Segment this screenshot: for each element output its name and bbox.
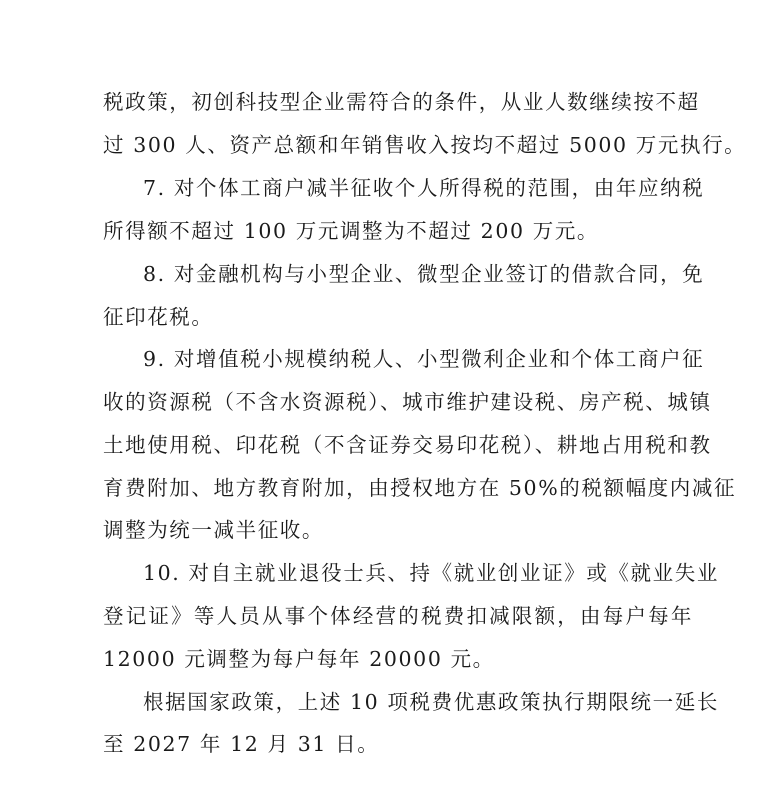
- text-line: 所得额不超过 100 万元调整为不超过 200 万元。: [103, 219, 600, 243]
- text-line: 调整为统一减半征收。: [103, 518, 324, 542]
- text-line: 收的资源税（不含水资源税）、城市维护建设税、房产税、城镇: [103, 390, 712, 414]
- text-line: 10. 对自主就业退役士兵、持《就业创业证》或《就业失业: [143, 561, 719, 585]
- text-line: 登记证》等人员从事个体经营的税费扣减限额，由每户每年: [103, 604, 693, 628]
- text-line: 育费附加、地方教育附加，由授权地方在 50%的税额幅度内减征: [103, 476, 737, 500]
- text-line: 征印花税。: [103, 305, 214, 329]
- text-line: 9. 对增值税小规模纳税人、小型微利企业和个体工商户征: [143, 347, 705, 371]
- text-line: 土地使用税、印花税（不含证券交易印花税）、耕地占用税和教: [103, 433, 712, 457]
- text-line: 根据国家政策，上述 10 项税费优惠政策执行期限统一延长: [143, 690, 719, 714]
- text-line: 税政策，初创科技型企业需符合的条件，从业人数继续按不超: [103, 90, 700, 114]
- text-line: 至 2027 年 12 月 31 日。: [103, 732, 380, 756]
- text-line: 12000 元调整为每户每年 20000 元。: [103, 647, 495, 671]
- text-line: 7. 对个体工商户减半征收个人所得税的范围，由年应纳税: [143, 176, 705, 200]
- text-line: 过 300 人、资产总额和年销售收入按均不超过 5000 万元执行。: [103, 133, 747, 157]
- text-line: 8. 对金融机构与小型企业、微型企业签订的借款合同，免: [143, 262, 705, 286]
